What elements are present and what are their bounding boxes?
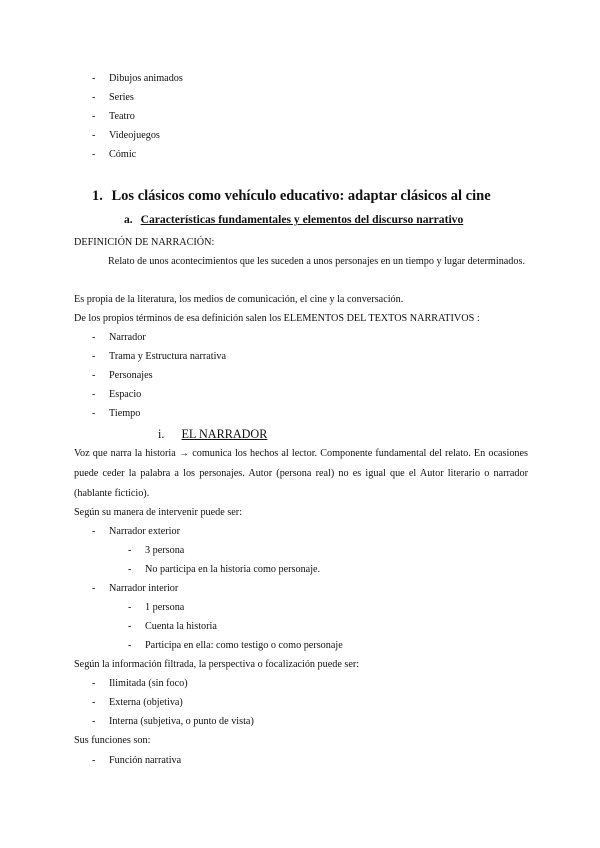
list-bullet: - <box>92 583 96 594</box>
list-bullet: - <box>92 755 96 766</box>
list-item: Tiempo <box>109 408 141 419</box>
list-bullet: - <box>92 92 96 103</box>
subsubsection-heading <box>158 427 267 441</box>
list-item: Trama y Estructura narrativa <box>109 351 227 362</box>
definition-heading: DEFINICIÓN DE NARRACIÓN: <box>74 237 215 248</box>
list-bullet: - <box>92 332 96 343</box>
elements-intro: De los propios términos de esa definición salen los ELEMENTOS DEL TEXTOS NARRATIVOS : <box>74 313 480 324</box>
list-item: 1 persona <box>145 602 185 613</box>
list-bullet: - <box>92 526 96 537</box>
subsection-title: Características fundamentales y elementos del discurso narrativo <box>140 213 464 226</box>
list-item: 3 persona <box>145 545 185 556</box>
list-bullet: - <box>92 73 96 84</box>
list-item: Interna (subjetiva, o punto de vista) <box>109 716 254 727</box>
list-item: Narrador exterior <box>109 526 180 537</box>
list-bullet: - <box>92 697 96 708</box>
list-bullet: - <box>128 602 132 613</box>
list-bullet: - <box>92 408 96 419</box>
list-item: Función narrativa <box>109 755 182 766</box>
list-item: Cuenta la historia <box>145 621 217 632</box>
focalization-intro: Según la información filtrada, la perspectiva o focalización puede ser: <box>74 659 360 670</box>
list-item: Narrador <box>109 332 146 343</box>
list-bullet: - <box>92 716 96 727</box>
list-bullet: - <box>128 545 132 556</box>
section-heading <box>92 187 491 205</box>
list-item: Externa (objetiva) <box>109 697 183 708</box>
section-number: 1. <box>92 188 103 204</box>
list-item: No participa en la historia como personaje. <box>145 564 321 575</box>
definition-paragraph: Relato de unos acontecimientos que les suceden a unos personajes en un tiempo y lugar determinados. <box>108 256 526 267</box>
list-bullet: - <box>128 640 132 651</box>
list-item: Teatro <box>109 111 135 122</box>
narrator-paragraph: Voz que narra la historia → comunica los hechos al lector. Componente fundamental del relato. En ocasiones puede ceder la palabra a los personajes. Autor (persona real) no es igual que el Autor literario o narrador (hablante ficticio). <box>74 448 528 499</box>
media-line: Es propia de la literatura, los medios de comunicación, el cine y la conversación. <box>74 294 404 305</box>
section-title: Los clásicos como vehículo educativo: adaptar clásicos al cine <box>111 188 491 204</box>
list-bullet: - <box>92 351 96 362</box>
functions-intro: Sus funciones son: <box>74 735 151 746</box>
list-item: Narrador interior <box>109 583 179 594</box>
list-item: Participa en ella: como testigo o como personaje <box>145 640 343 651</box>
subsection-heading <box>124 213 463 227</box>
list-item: Series <box>109 92 134 103</box>
intervention-intro: Según su manera de intervenir puede ser: <box>74 507 243 518</box>
list-bullet: - <box>92 389 96 400</box>
list-item: Personajes <box>109 370 153 381</box>
list-item: Videojuegos <box>109 130 160 141</box>
list-item: Espacio <box>109 389 142 400</box>
list-item: Dibujos animados <box>109 73 183 84</box>
list-bullet: - <box>92 111 96 122</box>
list-bullet: - <box>92 370 96 381</box>
list-item: Cómic <box>109 149 137 160</box>
list-bullet: - <box>92 130 96 141</box>
subsection-letter: a. <box>124 213 133 226</box>
list-bullet: - <box>128 621 132 632</box>
list-bullet: - <box>128 564 132 575</box>
list-item: Ilimitada (sin foco) <box>109 678 188 689</box>
list-bullet: - <box>92 149 96 160</box>
subsubsection-numeral: i. <box>158 427 165 441</box>
subsubsection-title: EL NARRADOR <box>181 427 268 441</box>
list-bullet: - <box>92 678 96 689</box>
